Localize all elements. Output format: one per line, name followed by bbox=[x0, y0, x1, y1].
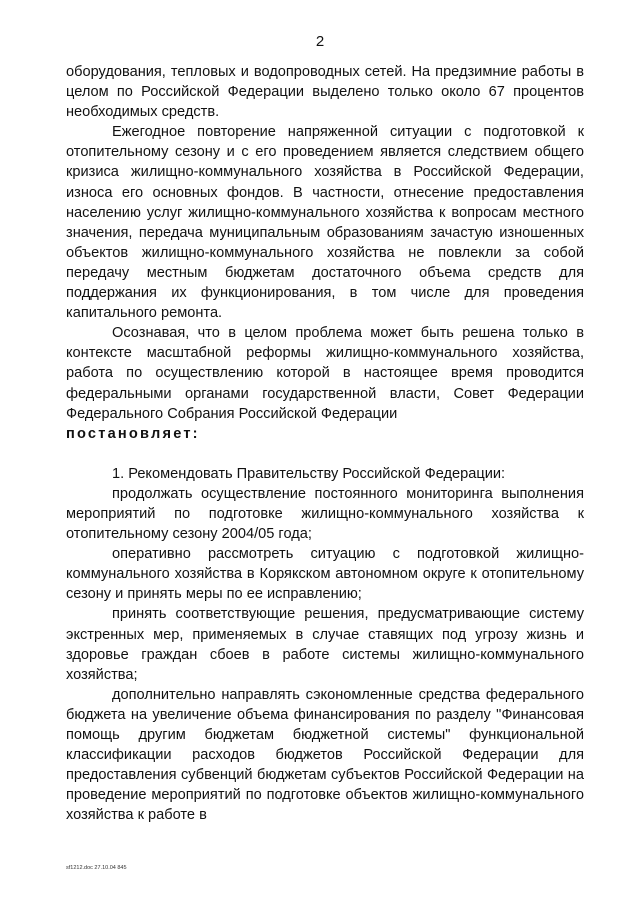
recommendation-heading: 1. Рекомендовать Правительству Российской Федерации: bbox=[112, 465, 506, 482]
section-spacer bbox=[66, 444, 584, 464]
recommendation-emergency: принять соответствующие решения, предусматривающие систему экстренных мер, применяемых в случае ставящих под угрозу жизнь и здоровье граждан сбоев в работе системы жилищно-коммунального хозяйства; bbox=[66, 606, 584, 683]
paragraph-reform: Осознавая, что в целом проблема может быть решена только в контексте масштабной реформы жилищно-коммунального хозяйства, работа по осуществлению которой в настоящее время проводится федеральными органами государственной власти, Совет Федерации Федерального Собрания Российской Федерации bbox=[66, 325, 584, 422]
resolution-verb: постановляет: bbox=[66, 425, 200, 442]
paragraph-continuation: оборудования, тепловых и водопроводных сетей. На предзимние работы в целом по Российской Федерации выделено только около 67 процентов необходимых средств. bbox=[66, 64, 584, 121]
paragraph-crisis: Ежегодное повторение напряженной ситуации с подготовкой к отопительному сезону и с его проведением является следствием общего кризиса жилищно-коммунального хозяйства в Российской Федерации, износа его основных фондов. В частности, отнесение предоставления населению услуг жилищно-коммунального хозяйства к вопросам местного значения, передача муниципальным образованиям зачастую изношенных объектов жилищно-коммунального хозяйства не повлекли за собой передачу местным бюджетам достаточного объема средств для поддержания их функционирования, в том числе для проведения капитального ремонта. bbox=[66, 124, 584, 322]
recommendation-koryak: оперативно рассмотреть ситуацию с подготовкой жилищно-коммунального хозяйства в Корякском автономном округе к отопительному сезону и принять меры по ее исправлению; bbox=[66, 546, 584, 603]
recommendation-monitoring: продолжать осуществление постоянного мониторинга выполнения мероприятий по подготовке жилищно-коммунального хозяйства к отопительному сезону 2004/05 года; bbox=[66, 485, 584, 543]
recommendation-funding: дополнительно направлять сэкономленные средства федерального бюджета на увеличение объема финансирования по разделу "Финансовая помощь другим бюджетам бюджетной системы" функциональной классификации расходов бюджетов Российской Федерации для предоставления субвенций бюджетам субъектов Российской Федерации на проведение мероприятий по подготовке объектов жилищно-коммунального хозяйства к работе в bbox=[66, 686, 584, 824]
page-number: 2 bbox=[315, 33, 325, 50]
file-reference: sf1212.doc 27.10.04 845 bbox=[66, 865, 127, 871]
document-body bbox=[66, 62, 584, 825]
